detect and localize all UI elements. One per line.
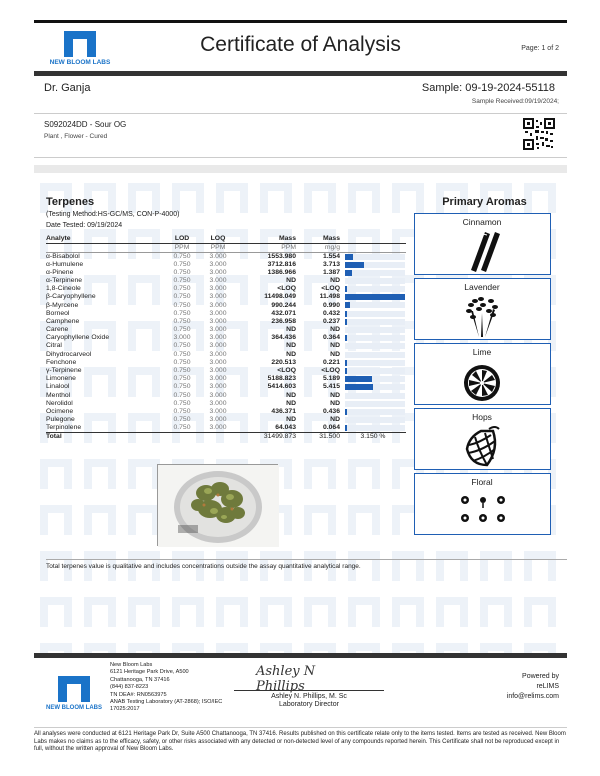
mass-ppm-value: ND [286,416,296,424]
mass-bar-track [345,286,405,292]
analyte-name: Linalool [46,383,70,391]
disclaimer: All analyses were conducted at 6121 Heritage Park Dr, Suite A500 Chattanooga, TN 37416. Results published on this certificate relate only to the items tested. Items are tested as received. New Bloom Labs makes no claims as to the efficacy, safety, or other risks associated with any detected or non-detected level of any compounds reported herein. This Certificate shall not be reproduced except in full, without the written approval of New Bloom Labs. [34,727,567,754]
mass-ppm-value: ND [286,350,296,358]
mass-ppm-value: 364.436 [271,334,296,342]
table-header-row [46,234,406,243]
mass-ppm-value: 236.958 [271,317,296,325]
mass-bar [340,326,406,334]
table-row [46,408,406,416]
units-row [46,243,406,252]
table-row [46,310,406,318]
table-row [46,261,406,269]
lod-value: 0.750 [173,375,191,383]
mass-bar-track [345,343,405,349]
mass-ppm-value: ND [286,342,296,350]
mass-bar-track [345,319,405,325]
mass-bar-track [345,294,405,300]
table-row [46,359,406,367]
unit-mass-ppm: PPM [236,243,296,252]
analyte-name: Nerolidol [46,399,73,407]
address-line: 6121 Heritage Park Drive, A500 [110,669,189,676]
product-row [34,114,567,158]
hops-icon [459,423,505,467]
mass-mg-value: ND [330,416,340,424]
mass-ppm-value: <LOQ [277,285,296,293]
analyte-name: α-Bisabolol [46,252,80,260]
terpenes-section [34,173,567,653]
table-row [46,416,406,424]
analyte-name: Carene [46,326,69,334]
qr-code-icon[interactable] [523,118,555,150]
sample-id: Sample: 09-19-2024-55118 [421,82,555,94]
table-row [46,252,406,261]
footer-logo-text: NEW BLOOM LABS [46,705,102,711]
mass-mg-value: 0.436 [322,407,340,415]
total-label: Total [46,433,164,442]
loq-value: 3.000 [209,358,227,366]
product-name: S092024DD - Sour OG [44,120,127,129]
lod-value: 0.750 [173,326,191,334]
mass-bar-fill [345,270,352,276]
mass-bar-fill [345,409,347,415]
loq-value: 3.000 [209,260,227,268]
analyte-name: α-Pinene [46,268,74,276]
unit-lod: PPM [164,243,200,252]
loq-value: 3.000 [209,326,227,334]
mass-mg-value: ND [330,326,340,334]
mass-mg-value: ND [330,350,340,358]
powered-by [469,672,559,702]
table-row [46,301,406,309]
table-row [46,318,406,326]
mass-ppm-value: <LOQ [277,367,296,375]
aroma-floral [414,473,551,535]
lod-value: 0.750 [173,383,191,391]
lab-name: New Bloom Labs [110,662,153,668]
lod-value: 0.750 [173,317,191,325]
mass-mg-value: 0.364 [322,334,340,342]
lod-value: 0.750 [173,342,191,350]
table-row [46,326,406,334]
aromas-title: Primary Aromas [442,196,527,208]
footer [34,658,567,726]
mass-mg-value: 0.432 [322,309,340,317]
lod-value: 0.750 [173,285,191,293]
testing-method: (Testing Method:HS-GC/MS, CON-P-4000) [46,211,180,218]
signature-text: Ashley N Phillips [256,664,316,694]
mass-mg-value: 0.064 [322,424,340,432]
mass-bar [340,375,406,383]
mass-bar-fill [345,335,347,341]
mass-ppm-value: 5414.603 [267,383,296,391]
mass-mg-value: <LOQ [321,367,340,375]
aroma-label: Lime [472,347,492,357]
cinnamon-icon [459,228,505,272]
mass-ppm-value: ND [286,391,296,399]
sample-received: Sample Received:09/19/2024; [471,98,559,105]
mass-bar-track [345,360,405,366]
loq-value: 3.000 [209,334,227,342]
lab-logo-text: NEW BLOOM LABS [49,59,111,66]
mass-bar-fill [345,262,364,268]
lod-value: 0.750 [173,424,191,432]
mass-bar [340,252,406,261]
analyte-name: Camphene [46,317,80,325]
mass-ppm-value: 436.371 [271,407,296,415]
mass-bar-fill [345,360,347,366]
powered-vendor: reLIMS [536,683,559,690]
analyte-name: Menthol [46,391,71,399]
col-analyte: Analyte [46,234,164,243]
loq-value: 3.000 [209,399,227,407]
aroma-label: Lavender [464,282,500,292]
mass-bar-track [345,335,405,341]
loq-value: 3.000 [209,276,227,284]
mass-mg-value: 0.221 [322,358,340,366]
section-divider [34,165,567,173]
table-row [46,277,406,285]
analyte-name: β-Caryophyllene [46,293,96,301]
analyte-name: Caryophyllene Oxide [46,334,110,342]
signer-title: Laboratory Director [279,701,339,708]
lod-value: 0.750 [173,309,191,317]
accreditation: ANAB Testing Laboratory (AT-2868); ISO/IEC [110,699,223,706]
mass-bar-track [345,262,405,268]
total-percent: 3.150 % [340,433,406,442]
mass-bar [340,400,406,408]
mass-bar [340,367,406,375]
analyte-name: Fenchone [46,358,77,366]
lod-value: 0.750 [173,260,191,268]
mass-bar [340,269,406,277]
unit-loq: PPM [200,243,236,252]
col-bar [340,234,406,243]
mass-bar [340,277,406,285]
mass-mg-value: 5.189 [322,375,340,383]
mass-ppm-value: 11498.049 [264,293,296,301]
analyte-name: β-Myrcene [46,301,79,309]
mass-bar-track [345,425,405,431]
analyte-name: Ocimene [46,407,74,415]
mass-bar [340,392,406,400]
total-terpenes-note: Total terpenes value is qualitative and includes concentrations outside the assay quantitative analytical range. [46,559,567,570]
loq-value: 3.000 [209,342,227,350]
client-row [34,76,567,114]
table-row [46,424,406,433]
mass-ppm-value: 64.043 [275,424,296,432]
total-row [46,433,406,442]
mass-bar [340,310,406,318]
aroma-label: Floral [471,477,493,487]
table-row [46,375,406,383]
mass-ppm-value: ND [286,399,296,407]
lod-value: 0.750 [173,358,191,366]
mass-mg-value: 0.990 [322,301,340,309]
mass-bar [340,416,406,424]
page-title: Certificate of Analysis [200,33,401,56]
table-row [46,269,406,277]
mass-bar-track [345,352,405,358]
mass-bar-track [345,409,405,415]
loq-value: 3.000 [209,317,227,325]
mass-bar-fill [345,254,353,260]
mass-bar-fill [345,425,347,431]
analyte-name: Terpinolene [46,424,82,432]
lod-value: 0.750 [173,268,191,276]
mass-bar [340,383,406,391]
mass-bar-fill [345,311,347,317]
dea-number: TN DEA#: RN0563975 [110,691,167,698]
loq-value: 3.000 [209,424,227,432]
analyte-name: α-Terpinene [46,276,83,284]
table-row [46,342,406,350]
mass-bar-fill [345,302,350,308]
loq-value: 3.000 [209,416,227,424]
product-type: Plant , Flower - Cured [44,133,108,140]
mass-bar [340,261,406,269]
loq-value: 3.000 [209,252,227,260]
loq-value: 3.000 [209,383,227,391]
mass-bar [340,301,406,309]
table-row [46,334,406,342]
terpenes-title: Terpenes [46,196,95,208]
loq-value: 3.000 [209,367,227,375]
lod-value: 0.750 [173,416,191,424]
loq-value: 3.000 [209,285,227,293]
analyte-name: Dihydrocarveol [46,350,92,358]
col-lod: LOD [164,234,200,243]
loq-value: 3.000 [209,407,227,415]
table-row [46,392,406,400]
mass-mg-value: ND [330,276,340,284]
mass-bar [340,342,406,350]
total-mg: 31.500 [296,433,340,442]
lod-value: 0.750 [173,399,191,407]
mass-bar-track [345,327,405,333]
table-row [46,351,406,359]
mass-mg-value: 1.554 [322,252,340,260]
mass-ppm-value: 990.244 [271,301,296,309]
client-name: Dr. Ganja [44,82,91,94]
aroma-cinnamon [414,213,551,275]
mass-bar-track [345,368,405,374]
table-row [46,383,406,391]
flower-jar-image [158,465,279,547]
mass-bar [340,334,406,342]
aroma-label: Hops [472,412,492,422]
loq-value: 3.000 [209,268,227,276]
mass-bar-track [345,270,405,276]
mass-bar-track [345,376,405,382]
mass-bar-fill [345,384,373,390]
loq-value: 3.000 [209,293,227,301]
mass-bar-track [345,311,405,317]
mass-bar [340,359,406,367]
terpenes-table [46,234,406,441]
mass-mg-value: 1.387 [322,268,340,276]
mass-bar-track [345,254,405,260]
analyte-name: Citral [46,342,62,350]
mass-bar-track [345,393,405,399]
footer-logo [44,674,104,714]
loq-value: 3.000 [209,391,227,399]
mass-ppm-value: ND [286,326,296,334]
table-row [46,293,406,301]
mass-bar-track [345,384,405,390]
lod-value: 0.750 [173,293,191,301]
lod-value: 0.750 [173,350,191,358]
analyte-name: Borneol [46,309,70,317]
mass-bar [340,285,406,293]
loq-value: 3.000 [209,309,227,317]
page-number: Page: 1 of 2 [521,45,559,52]
lod-value: 0.750 [173,276,191,284]
table-row [46,367,406,375]
powered-email[interactable]: info@relims.com [506,693,559,700]
lod-value: 0.750 [173,252,191,260]
analyte-name: Limonene [46,375,76,383]
mass-bar [340,424,406,433]
analyte-name: α-Humulene [46,260,84,268]
phone: (844) 837-8223 [110,684,149,691]
mass-ppm-value: ND [286,276,296,284]
mass-mg-value: ND [330,342,340,350]
powered-label: Powered by [522,673,559,680]
analyte-name: γ-Terpinene [46,367,82,375]
col-mass-ppm: Mass [236,234,296,243]
lod-value: 0.750 [173,391,191,399]
mass-bar-fill [345,294,405,300]
mass-mg-value: 11.498 [319,293,340,301]
aroma-hops [414,408,551,470]
lavender-icon [459,293,505,337]
total-ppm: 31499.873 [236,433,296,442]
lab-address [110,662,240,714]
mass-mg-value: 5.415 [322,383,340,391]
lod-value: 0.750 [173,301,191,309]
lod-value: 3.000 [173,334,191,342]
mass-bar [340,408,406,416]
header [34,23,567,71]
aroma-lavender [414,278,551,340]
table-row [46,400,406,408]
address-line: Chattanooga, TN 37416 [110,676,170,683]
mass-mg-value: ND [330,399,340,407]
lod-value: 0.750 [173,407,191,415]
mass-bar-track [345,417,405,423]
signature [256,664,366,694]
mass-ppm-value: 3712.816 [267,260,296,268]
mass-ppm-value: 220.513 [271,358,296,366]
mass-mg-value: <LOQ [321,285,340,293]
aroma-lime [414,343,551,405]
mass-ppm-value: 1386.966 [267,268,296,276]
loq-value: 3.000 [209,350,227,358]
date-tested: Date Tested: 09/19/2024 [46,222,123,229]
analyte-name: Pulegone [46,416,75,424]
mass-bar [340,293,406,301]
mass-bar-fill [345,376,372,382]
aroma-label: Cinnamon [462,217,502,227]
loq-value: 3.000 [209,375,227,383]
mass-ppm-value: 5188.823 [267,375,296,383]
analyte-name: 1,8-Cineole [46,285,81,293]
mass-bar-fill [345,286,347,292]
mass-bar-track [345,401,405,407]
mass-bar-track [345,278,405,284]
mass-bar [340,351,406,359]
col-mass-mg: Mass [296,234,340,243]
lime-icon [459,358,505,402]
lod-value: 0.750 [173,367,191,375]
col-loq: LOQ [200,234,236,243]
product-photo [157,464,278,546]
accreditation: 17025:2017 [110,706,140,713]
mass-mg-value: 3.713 [322,260,340,268]
mass-bar [340,318,406,326]
unit-mass-mg: mg/g [296,243,340,252]
mass-bar-track [345,302,405,308]
signer-name: Ashley N. Phillips, M. Sc [234,690,384,700]
mass-ppm-value: 1553.980 [267,252,296,260]
table-row [46,285,406,293]
loq-value: 3.000 [209,301,227,309]
mass-ppm-value: 432.071 [271,309,296,317]
floral-icon [453,488,513,532]
mass-bar-fill [345,319,347,325]
mass-mg-value: ND [330,391,340,399]
mass-bar-fill [345,368,347,374]
mass-mg-value: 0.237 [322,317,340,325]
